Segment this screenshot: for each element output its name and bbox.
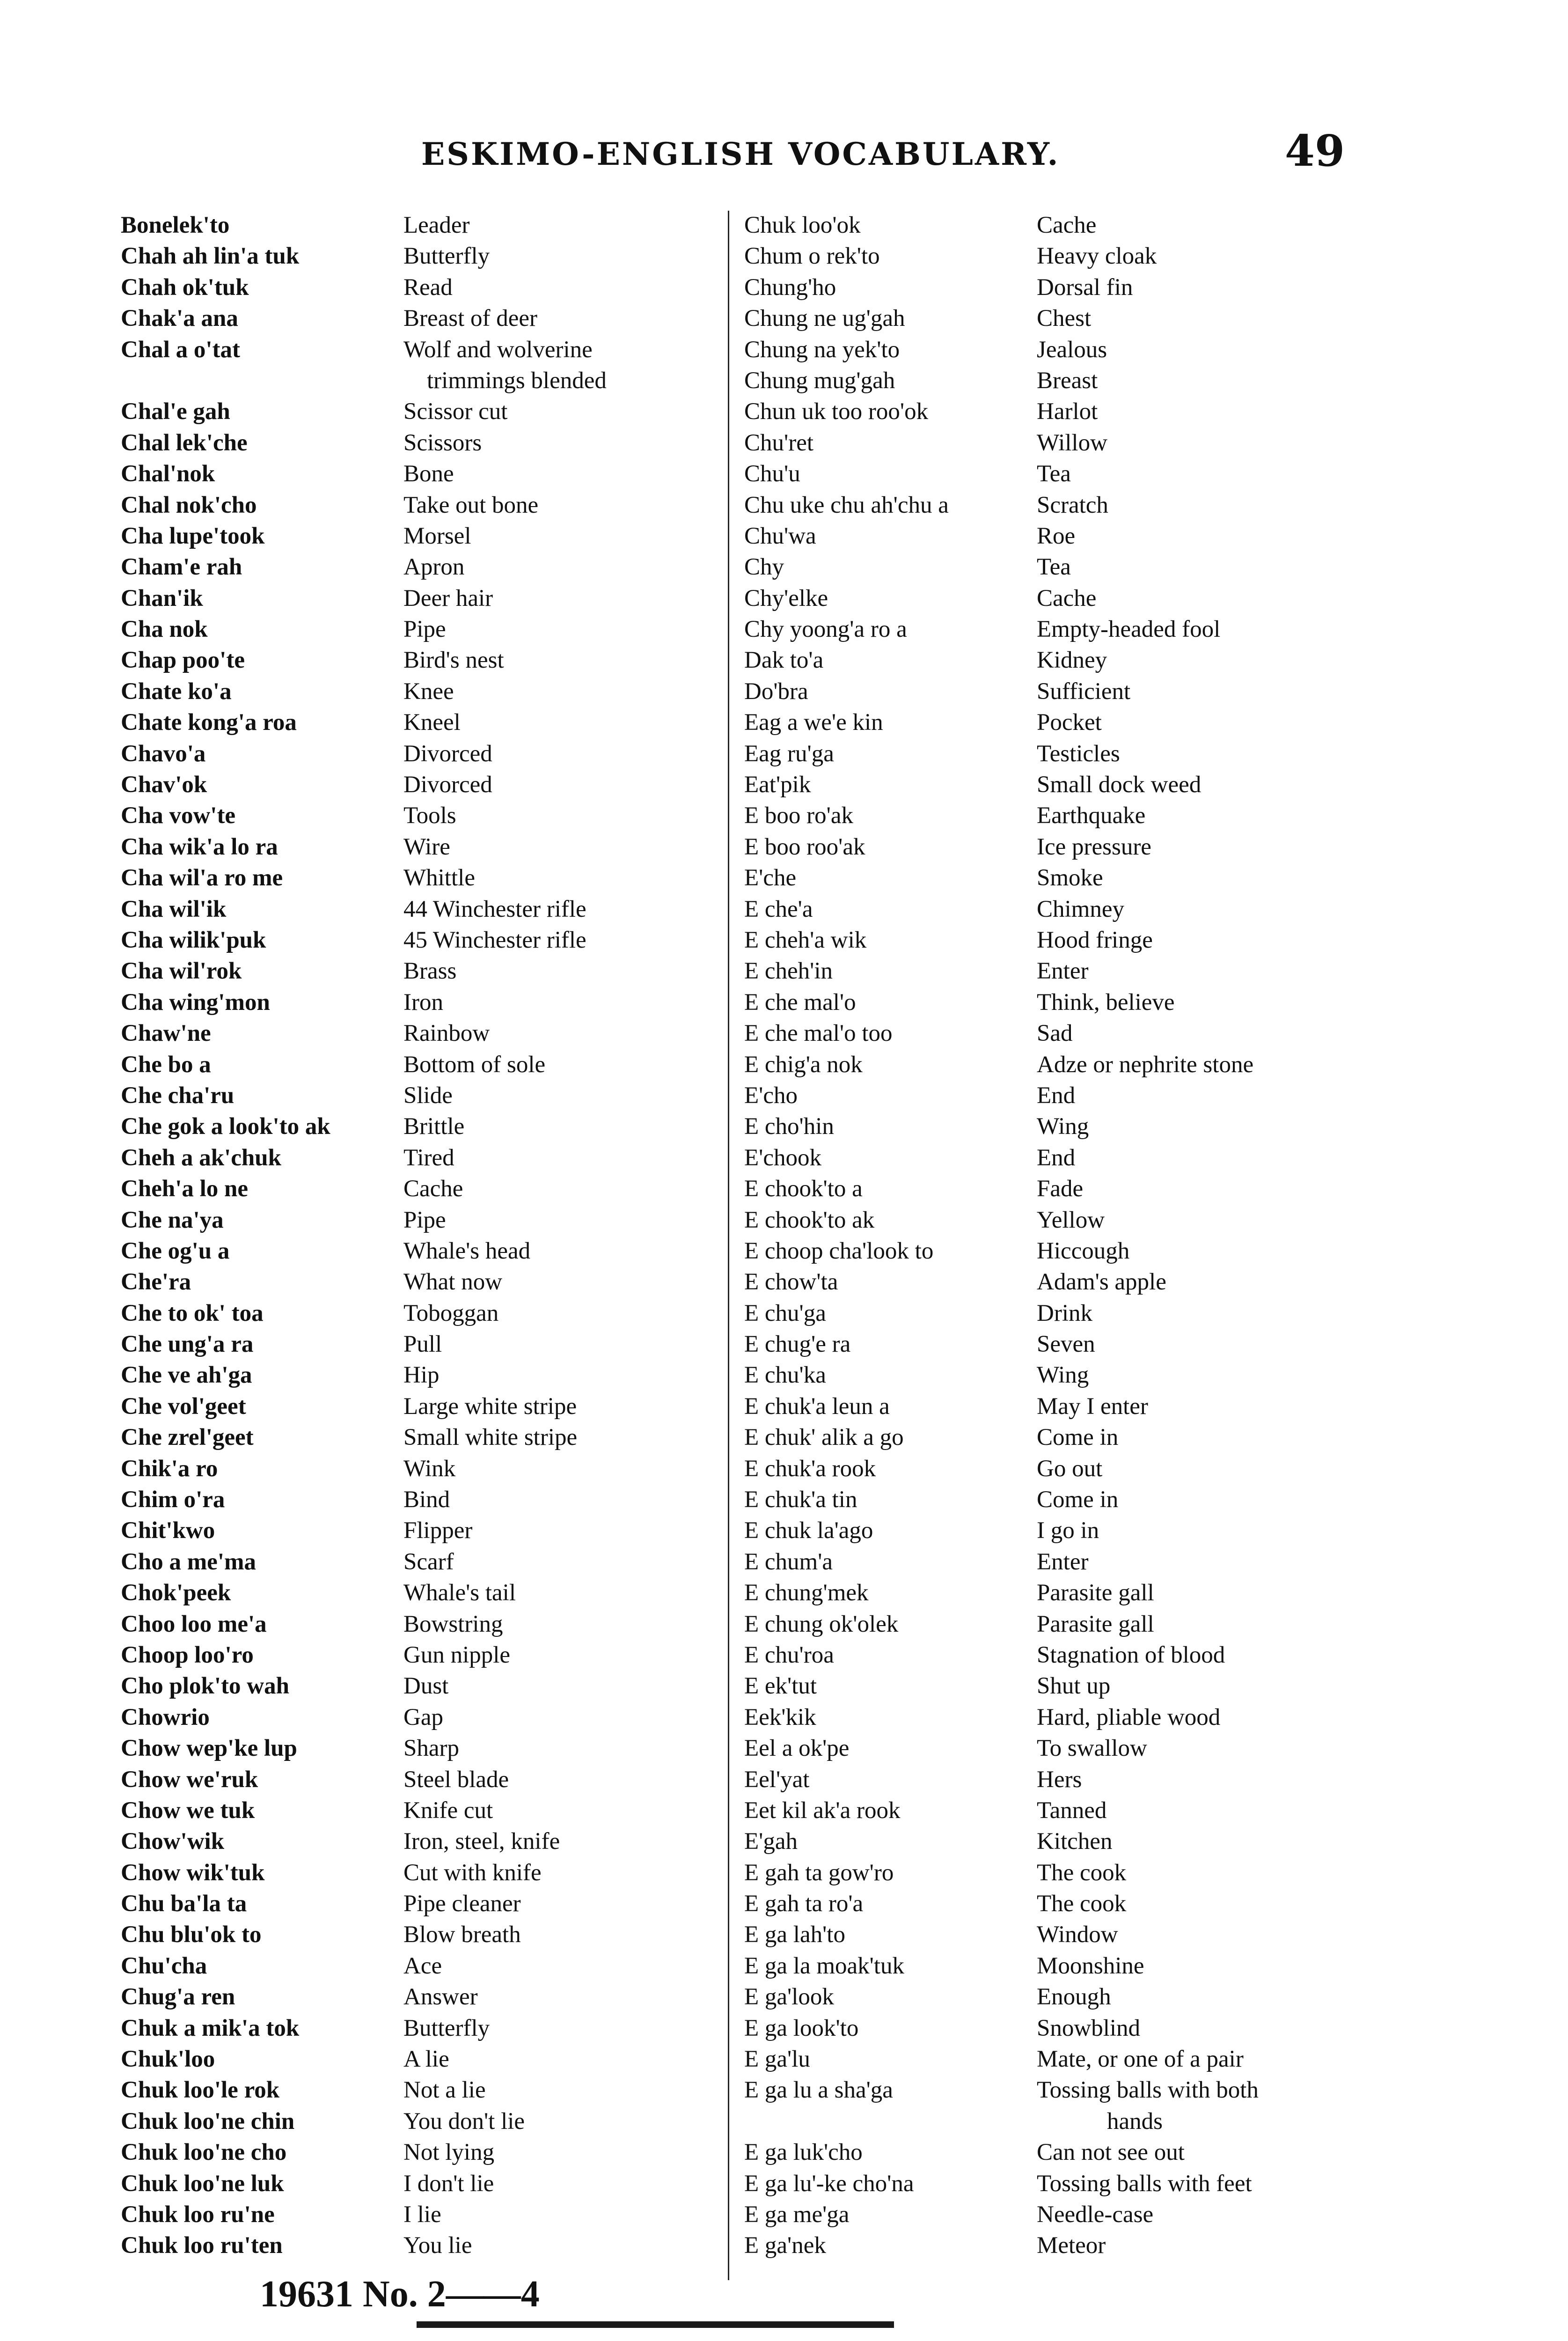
eskimo-word: Cha wing'mon (121, 989, 270, 1016)
english-gloss: Bowstring (403, 1611, 503, 1637)
eskimo-word: Chavo'a (121, 740, 206, 767)
eskimo-word: Chung na yek'to (744, 336, 900, 363)
english-gloss: Hip (403, 1362, 440, 1389)
eskimo-word: Cha wil'a ro me (121, 865, 283, 891)
english-gloss: Scarf (403, 1548, 454, 1575)
eskimo-word: Chu'ret (744, 429, 813, 456)
english-gloss: Enough (1037, 1984, 1111, 2010)
english-gloss: Whale's head (403, 1237, 531, 1264)
eskimo-word: E che mal'o too (744, 1020, 893, 1047)
eskimo-word: E ga look'to (744, 2015, 859, 2041)
english-gloss: Stagnation of blood (1037, 1642, 1225, 1668)
eskimo-word: E ga lu a sha'ga (744, 2077, 893, 2104)
english-gloss: Chest (1037, 305, 1092, 332)
english-gloss: Deer hair (403, 585, 493, 611)
footer-rule (417, 2321, 894, 2328)
english-gloss: Come in (1037, 1424, 1119, 1451)
english-gloss: Divorced (403, 772, 492, 798)
eskimo-word: Chate ko'a (121, 678, 232, 705)
eskimo-word (121, 365, 330, 396)
eskimo-word: Cha vow'te (121, 802, 236, 829)
english-gloss: Tossing balls with feet (1037, 2170, 1252, 2197)
eskimo-word: Chy (744, 554, 784, 581)
english-gloss: Iron, steel, knife (403, 1828, 560, 1855)
eskimo-word: Chu'cha (121, 1952, 207, 1979)
english-gloss: Kidney (1037, 647, 1107, 674)
english-gloss: hands (1107, 2108, 1163, 2135)
english-gloss: Bind (403, 1487, 450, 1513)
english-gloss: Small white stripe (403, 1424, 578, 1451)
english-gloss: Wolf and wolverine (403, 336, 593, 363)
eskimo-word: Chuk a mik'a tok (121, 2015, 300, 2041)
eskimo-word: Eek'kik (744, 1704, 816, 1730)
english-gloss: Divorced (403, 740, 492, 767)
english-gloss: Hers (1037, 1766, 1082, 1793)
english-gloss: Fade (1037, 1176, 1084, 1202)
english-gloss: Breast (1037, 367, 1098, 394)
english-gloss: I go in (1037, 1517, 1099, 1544)
english-gloss: Apron (403, 554, 465, 581)
eskimo-word: Chow wik'tuk (121, 1859, 265, 1886)
eskimo-word: E chum'a (744, 1548, 833, 1575)
eskimo-word: Chun uk too roo'ok (744, 398, 929, 425)
english-gloss: Shut up (1037, 1673, 1111, 1700)
english-gloss: Drink (1037, 1300, 1092, 1326)
eskimo-word: Chug'a ren (121, 1984, 235, 2010)
english-gloss: Earthquake (1037, 802, 1146, 829)
english-gloss: Roe (1037, 523, 1076, 549)
eskimo-word: Eel'yat (744, 1766, 810, 1793)
english-gloss: Jealous (1037, 336, 1107, 363)
eskimo-word: E che mal'o (744, 989, 856, 1016)
english-gloss: Kneel (403, 709, 461, 736)
eskimo-word: Che cha'ru (121, 1082, 234, 1109)
eskimo-word (744, 2106, 949, 2137)
english-gloss: Moonshine (1037, 1952, 1144, 1979)
english-gloss: Iron (403, 989, 443, 1016)
eskimo-word: E chuk'a tin (744, 1487, 857, 1513)
eskimo-word: E chug'e ra (744, 1331, 851, 1358)
english-gloss: Adze or nephrite stone (1037, 1051, 1254, 1078)
eskimo-word: Chow wep'ke lup (121, 1735, 297, 1762)
english-gloss: Wire (403, 833, 450, 860)
eskimo-word: Cha lupe'took (121, 523, 265, 549)
english-gloss: Mate, or one of a pair (1037, 2046, 1244, 2073)
eskimo-word: E ga'lu (744, 2046, 810, 2073)
english-gloss: Small dock weed (1037, 772, 1202, 798)
english-gloss: Read (403, 274, 453, 301)
page-number: 49 (1285, 125, 1345, 176)
eskimo-word: E chung ok'olek (744, 1611, 899, 1637)
english-gloss: Toboggan (403, 1300, 499, 1326)
english-gloss: What now (403, 1269, 503, 1296)
english-gloss: Go out (1037, 1455, 1103, 1482)
eskimo-word: Cha wil'ik (121, 896, 227, 922)
eskimo-word: Chowrio (121, 1704, 210, 1730)
eskimo-word: Cheh a ak'chuk (121, 1144, 281, 1171)
eskimo-word: Eag a we'e kin (744, 709, 883, 736)
eskimo-word: Eat'pik (744, 772, 811, 798)
english-gloss: Rainbow (403, 1020, 490, 1047)
english-gloss: Not lying (403, 2139, 495, 2166)
english-gloss: Blow breath (403, 1921, 521, 1948)
english-gloss: Think, believe (1037, 989, 1175, 1016)
right-eskimo-column (744, 210, 949, 2261)
eskimo-word: E gah ta gow'ro (744, 1859, 894, 1886)
english-gloss: Answer (403, 1984, 478, 2010)
english-gloss: Sad (1037, 1020, 1073, 1047)
eskimo-word: Eag ru'ga (744, 740, 834, 767)
english-gloss: Come in (1037, 1487, 1119, 1513)
english-gloss: Brittle (403, 1113, 465, 1140)
english-gloss: Parasite gall (1037, 1611, 1154, 1637)
left-eskimo-column (121, 210, 330, 2261)
english-gloss: 44 Winchester rifle (403, 896, 586, 922)
english-gloss: Window (1037, 1921, 1118, 1948)
english-gloss: Scratch (1037, 492, 1108, 518)
english-gloss: Tired (403, 1144, 454, 1171)
english-gloss: Tea (1037, 461, 1071, 487)
english-gloss: Hood fringe (1037, 927, 1153, 953)
english-gloss: Bone (403, 461, 454, 487)
eskimo-word: Chung ne ug'gah (744, 305, 905, 332)
english-gloss: Whittle (403, 865, 475, 891)
eskimo-word: Chal nok'cho (121, 492, 257, 518)
english-gloss: Dorsal fin (1037, 274, 1133, 301)
english-gloss: You lie (403, 2232, 472, 2259)
eskimo-word: Chal'nok (121, 461, 215, 487)
english-gloss: Tools (403, 802, 456, 829)
english-gloss: Empty-headed fool (1037, 616, 1221, 643)
english-gloss: Willow (1037, 429, 1107, 456)
english-gloss: Chimney (1037, 896, 1124, 922)
eskimo-word: Chuk loo'ne luk (121, 2170, 284, 2197)
eskimo-word: Chok'peek (121, 1580, 231, 1606)
eskimo-word: Chy'elke (744, 585, 828, 611)
english-gloss: Cache (1037, 212, 1097, 238)
english-gloss: End (1037, 1082, 1076, 1109)
eskimo-word: Chik'a ro (121, 1455, 218, 1482)
english-gloss: Steel blade (403, 1766, 509, 1793)
eskimo-word: Chuk loo ru'ten (121, 2232, 283, 2259)
eskimo-word: Chuk loo'ne cho (121, 2139, 287, 2166)
english-gloss: Dust (403, 1673, 449, 1700)
eskimo-word: Cheh'a lo ne (121, 1176, 249, 1202)
page-header-title: ESKIMO-ENGLISH VOCABULARY. (421, 136, 1060, 172)
eskimo-word: E ga luk'cho (744, 2139, 863, 2166)
eskimo-word: Chung mug'gah (744, 367, 895, 394)
english-gloss: Snowblind (1037, 2015, 1141, 2041)
eskimo-word: E chuk' alik a go (744, 1424, 904, 1451)
english-gloss: Pipe (403, 616, 446, 643)
english-gloss: Harlot (1037, 398, 1098, 425)
english-gloss: Ace (403, 1952, 442, 1979)
english-gloss: Testicles (1037, 740, 1120, 767)
english-gloss: Parasite gall (1037, 1580, 1154, 1606)
english-gloss: Wing (1037, 1113, 1089, 1140)
eskimo-word: E boo roo'ak (744, 833, 865, 860)
english-gloss: Not a lie (403, 2077, 486, 2104)
eskimo-word: Chum o rek'to (744, 243, 880, 270)
eskimo-word: Che gok a look'to ak (121, 1113, 330, 1140)
eskimo-word: Chuk'loo (121, 2046, 215, 2073)
english-gloss: Sharp (403, 1735, 459, 1762)
eskimo-word: Chung'ho (744, 274, 836, 301)
english-gloss: May I enter (1037, 1393, 1148, 1420)
eskimo-word: Che bo a (121, 1051, 211, 1078)
eskimo-word: Chuk loo'le rok (121, 2077, 280, 2104)
english-gloss: Tossing balls with both (1037, 2077, 1259, 2104)
english-gloss: Large white stripe (403, 1393, 577, 1420)
eskimo-word: Choop loo'ro (121, 1642, 254, 1668)
eskimo-word: E choop cha'look to (744, 1237, 934, 1264)
eskimo-word: Cho a me'ma (121, 1548, 256, 1575)
english-gloss: Bird's nest (403, 647, 504, 674)
eskimo-word: Chah ah lin'a tuk (121, 243, 300, 270)
eskimo-word: E chung'mek (744, 1580, 869, 1606)
eskimo-word: Chu'wa (744, 523, 816, 549)
eskimo-word: Choo loo me'a (121, 1611, 267, 1637)
english-gloss: Adam's apple (1037, 1269, 1166, 1296)
eskimo-word: Che na'ya (121, 1207, 224, 1233)
english-gloss: A lie (403, 2046, 449, 2073)
eskimo-word: Che'ra (121, 1269, 191, 1296)
english-gloss: Tanned (1037, 1797, 1107, 1824)
english-gloss: Butterfly (403, 2015, 490, 2041)
english-gloss: Pull (403, 1331, 442, 1358)
english-gloss: Brass (403, 958, 457, 985)
english-gloss: Kitchen (1037, 1828, 1113, 1855)
english-gloss: You don't lie (403, 2108, 525, 2135)
eskimo-word: Chu ba'la ta (121, 1891, 247, 1917)
english-gloss: The cook (1037, 1891, 1127, 1917)
eskimo-word: Do'bra (744, 678, 808, 705)
eskimo-word: E chook'to ak (744, 1207, 875, 1233)
english-gloss: Knife cut (403, 1797, 493, 1824)
left-english-column (403, 210, 607, 2261)
english-gloss: Heavy cloak (1037, 243, 1157, 270)
eskimo-word: Cha wik'a lo ra (121, 833, 278, 860)
eskimo-word: Eel a ok'pe (744, 1735, 850, 1762)
english-gloss: Cut with knife (403, 1859, 542, 1886)
english-gloss: Sufficient (1037, 678, 1131, 705)
eskimo-word: Che zrel'geet (121, 1424, 254, 1451)
english-gloss: 45 Winchester rifle (403, 927, 586, 953)
english-gloss: Gap (403, 1704, 443, 1730)
eskimo-word: E chuk'a leun a (744, 1393, 890, 1420)
eskimo-word: E'cho (744, 1082, 798, 1109)
eskimo-word: Bonelek'to (121, 212, 230, 238)
eskimo-word: Cha nok (121, 616, 208, 643)
eskimo-word: Eet kil ak'a rook (744, 1797, 901, 1824)
english-gloss: Needle-case (1037, 2201, 1154, 2228)
english-gloss: Yellow (1037, 1207, 1105, 1233)
eskimo-word: Chu'u (744, 461, 800, 487)
english-gloss: Scissors (403, 429, 482, 456)
right-english-column (1037, 210, 1259, 2261)
eskimo-word: E gah ta ro'a (744, 1891, 864, 1917)
eskimo-word: E ga'look (744, 1984, 834, 2010)
english-gloss: Can not see out (1037, 2139, 1185, 2166)
english-gloss: Take out bone (403, 492, 539, 518)
eskimo-word: Chan'ik (121, 585, 203, 611)
eskimo-word: Chate kong'a roa (121, 709, 297, 736)
eskimo-word: E cheh'in (744, 958, 833, 985)
eskimo-word: Cho plok'to wah (121, 1673, 289, 1700)
english-gloss: trimmings blended (427, 367, 607, 394)
english-gloss: Butterfly (403, 243, 490, 270)
english-gloss: Meteor (1037, 2232, 1106, 2259)
eskimo-word: E ga lah'to (744, 1921, 845, 1948)
english-gloss: Pocket (1037, 709, 1102, 736)
eskimo-word: E ga me'ga (744, 2201, 850, 2228)
eskimo-word: Chak'a ana (121, 305, 238, 332)
eskimo-word: Che to ok' toa (121, 1300, 264, 1326)
eskimo-word: E'che (744, 865, 797, 891)
eskimo-word: E ga'nek (744, 2232, 826, 2259)
eskimo-word: E chu'ka (744, 1362, 826, 1389)
english-gloss: Hiccough (1037, 1237, 1130, 1264)
eskimo-word: E chig'a nok (744, 1051, 863, 1078)
eskimo-word: Chow we'ruk (121, 1766, 258, 1793)
eskimo-word: Che ung'a ra (121, 1331, 254, 1358)
english-gloss: I don't lie (403, 2170, 494, 2197)
english-gloss: Bottom of sole (403, 1051, 546, 1078)
eskimo-word: E boo ro'ak (744, 802, 853, 829)
english-gloss: Scissor cut (403, 398, 508, 425)
eskimo-word: Chuk loo'ne chin (121, 2108, 295, 2135)
eskimo-word: E chuk la'ago (744, 1517, 873, 1544)
eskimo-word: Chal a o'tat (121, 336, 240, 363)
eskimo-word: Che ve ah'ga (121, 1362, 252, 1389)
eskimo-word: Che vol'geet (121, 1393, 246, 1420)
eskimo-word: E che'a (744, 896, 813, 922)
english-gloss: Smoke (1037, 865, 1103, 891)
eskimo-word: Chu blu'ok to (121, 1921, 262, 1948)
english-gloss: I lie (403, 2201, 441, 2228)
eskimo-word: E cheh'a wik (744, 927, 867, 953)
eskimo-word: Chy yoong'a ro a (744, 616, 907, 643)
eskimo-word: E'chook (744, 1144, 821, 1171)
english-gloss: Leader (403, 212, 470, 238)
eskimo-word: Cha wilik'puk (121, 927, 266, 953)
english-gloss: To swallow (1037, 1735, 1147, 1762)
eskimo-word: Chav'ok (121, 772, 207, 798)
english-gloss: The cook (1037, 1859, 1127, 1886)
eskimo-word: E chuk'a rook (744, 1455, 876, 1482)
english-gloss: Cache (403, 1176, 463, 1202)
eskimo-word: Chap poo'te (121, 647, 245, 674)
english-gloss: Wink (403, 1455, 456, 1482)
english-gloss: Breast of deer (403, 305, 538, 332)
eskimo-word: E ek'tut (744, 1673, 817, 1700)
english-gloss: Seven (1037, 1331, 1095, 1358)
english-gloss: Knee (403, 678, 454, 705)
eskimo-word: E chu'ga (744, 1300, 826, 1326)
eskimo-word: E ga la moak'tuk (744, 1952, 905, 1979)
printer-footer: 19631 No. 2——4 (260, 2274, 540, 2315)
eskimo-word: E chow'ta (744, 1269, 838, 1296)
eskimo-word: Chal lek'che (121, 429, 248, 456)
english-gloss: Tea (1037, 554, 1071, 581)
english-gloss: Cache (1037, 585, 1097, 611)
eskimo-word: Che og'u a (121, 1237, 230, 1264)
english-gloss: Pipe cleaner (403, 1891, 521, 1917)
eskimo-word: Chow we tuk (121, 1797, 255, 1824)
eskimo-word: Cham'e rah (121, 554, 242, 581)
eskimo-word: E ga lu'-ke cho'na (744, 2170, 914, 2197)
english-gloss: Pipe (403, 1207, 446, 1233)
column-divider (728, 211, 729, 2280)
english-gloss: Whale's tail (403, 1580, 516, 1606)
english-gloss: Gun nipple (403, 1642, 511, 1668)
english-gloss: Wing (1037, 1362, 1089, 1389)
eskimo-word: Chuk loo ru'ne (121, 2201, 275, 2228)
eskimo-word: Chit'kwo (121, 1517, 215, 1544)
english-gloss: Ice pressure (1037, 833, 1151, 860)
english-gloss: Enter (1037, 958, 1089, 985)
eskimo-word: Cha wil'rok (121, 958, 242, 985)
english-gloss: Slide (403, 1082, 453, 1109)
eskimo-word: Chah ok'tuk (121, 274, 249, 301)
eskimo-word: Chim o'ra (121, 1487, 225, 1513)
english-gloss: Morsel (403, 523, 471, 549)
eskimo-word: Chu uke chu ah'chu a (744, 492, 949, 518)
english-gloss: Enter (1037, 1548, 1089, 1575)
eskimo-word: Chaw'ne (121, 1020, 211, 1047)
english-gloss: Flipper (403, 1517, 473, 1544)
eskimo-word: E chook'to a (744, 1176, 863, 1202)
eskimo-word: E'gah (744, 1828, 798, 1855)
english-gloss: End (1037, 1144, 1076, 1171)
eskimo-word: E chu'roa (744, 1642, 834, 1668)
english-gloss: Hard, pliable wood (1037, 1704, 1221, 1730)
eskimo-word: E cho'hin (744, 1113, 834, 1140)
eskimo-word: Dak to'a (744, 647, 824, 674)
eskimo-word: Chal'e gah (121, 398, 230, 425)
eskimo-word: Chow'wik (121, 1828, 225, 1855)
eskimo-word: Chuk loo'ok (744, 212, 861, 238)
